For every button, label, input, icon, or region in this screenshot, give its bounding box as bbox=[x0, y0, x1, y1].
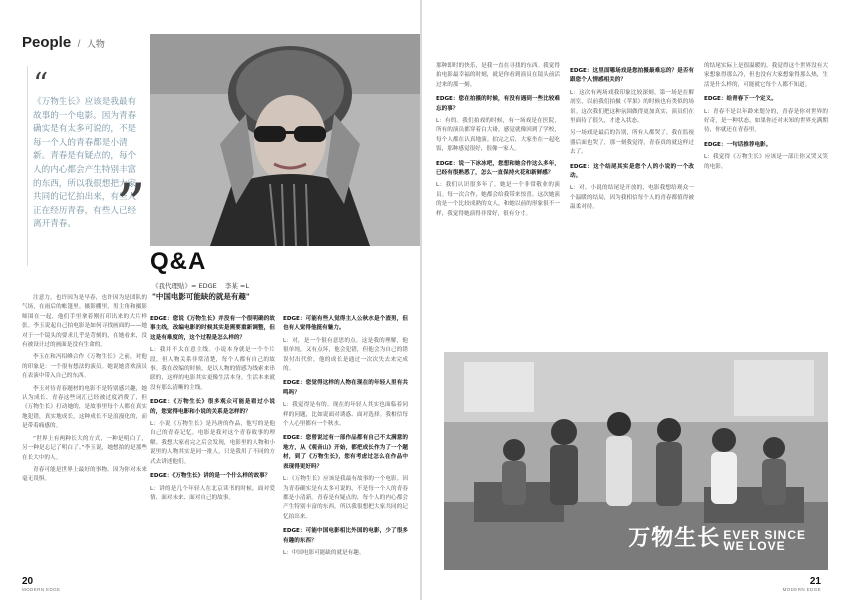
body-paragraph: 注意力，也许因为是早春，也许因为是团队的气场，在雨后的帐篷里。摄影棚里，男主角和摄影师围在一起，他们手里拿着刚打印出来的大片样张。李玉说起自己拍电影是如何寻找画面的——她对于一个镜头的要求几乎是苛刻的，在她看来，没有被设计过的画面是没有生命的。 bbox=[22, 295, 147, 349]
film-title-en-line1: EVER SINCE bbox=[723, 528, 806, 542]
open-quote-mark: “ bbox=[33, 67, 49, 102]
body-paragraph: 青春可能是世界上最好的事物。因为你对未来毫无畏惧。 bbox=[22, 466, 147, 483]
interview-answer: L：我觉得是有的。现在的年轻人其实也面临着同样的问题，比如说面对诱惑、面对选择。我相信每个人心里都有一个秋水。 bbox=[283, 402, 408, 428]
right-page bbox=[422, 0, 843, 600]
section-header bbox=[22, 34, 105, 52]
interview-answer: L：青春不是以年龄来划分的，青春是你对世界的好奇，是一种状态。如果你还对未知的世界充满期待，你就还在青春里。 bbox=[704, 108, 828, 134]
interview-answer: L：中国电影可能缺的就是有趣。 bbox=[283, 549, 365, 556]
left-column-1 bbox=[22, 294, 147, 582]
interview-answer: L：这次有两场戏我印象比较深刻。第一场是在解剖室，以前我们拍摄《苹果》的时候也有类似的场景。这次我们把这种氛围做得更加真实，演员们在里面待了很久，才进入状态。 bbox=[570, 89, 694, 125]
interview-answer: L：讲的是几个年轻人在北京读书的时候，面对爱情、面对未来、面对自己的故事。 bbox=[150, 485, 275, 501]
credit-writer: 李某 =L bbox=[224, 282, 249, 290]
left-column-2 bbox=[150, 310, 275, 582]
intro-quote-text: 《万物生长》应该是我最有故事的一个电影。因为青春确实是有太多可说的，不是每一个人的青春都是小清新。青春是有疑点的，每个人的内心都会产生特别丰富的东西，所以我很想把大家共同的记忆拍出来，有些人正在经历青春，有些人已经离开青春。 bbox=[33, 97, 137, 230]
magazine-name: MODERN EDGE bbox=[782, 587, 821, 592]
close-quote-mark: ” bbox=[116, 171, 146, 239]
interview-answer: L：《万物生长》应该是我最有故事的一个电影。因为青春确实是有太多可说的，不是每一个人的青春都是小清新。青春是有疑点的，每个人的内心都会产生特别丰富的东西，所以我很想把大家共同的记忆拍出来。 bbox=[283, 476, 408, 520]
interview-answer: 那种即时的快乐，是我一直在寻找的东西。我觉得拍电影最幸福的时刻，就是你看到演员在镜头前活过来的那一刻。 bbox=[436, 63, 560, 88]
section-separator: / bbox=[77, 39, 81, 50]
interview-question: EDGE：可能有些人觉得主人公秋水是个渣男，但也有人觉得他挺有魅力。 bbox=[283, 316, 408, 332]
interview-question: EDGE：《万物生长》很多观众可能是看过小说的，您觉得电影和小说的关系是怎样的？ bbox=[150, 399, 275, 415]
interview-question: EDGE：这个结尾其实是您个人的小说的一个改动。 bbox=[570, 163, 694, 180]
interview-answer: L：我们认识很多年了，她是一个非常敬业的演员。每一次合作，她都会给我带来惊喜。这次她演的是一个比较成熟的女人，和她以前的形象很不一样，我觉得她演得非常好，很有分寸。 bbox=[436, 182, 560, 217]
interview-question: EDGE：《万物生长》讲的是一个什么样的故事？ bbox=[150, 473, 271, 480]
pull-quote: "中国电影可能缺的就是有趣" bbox=[152, 292, 250, 301]
interview-answer: 的结尾实际上是很温暖的。我觉得这个世界没有大家想象得那么冷，但也没有大家想象得那么热，生活是什么样的，可能就它每个人都不知道。 bbox=[704, 63, 828, 88]
interview-answer: L：小说《万物生长》是冯唐的作品，他写的是他自己的青春记忆。电影是我对这个青春故事的理解。我想大家看完之后会发现，电影里的人物和小说里的人物其实是同一批人，只是我用了不同的方式去讲述他们。 bbox=[150, 421, 275, 465]
group-photo bbox=[444, 352, 828, 570]
interview-answer: L：对。小说的结尾是开放的，电影我想给观众一个温暖的结局，因为我相信每个人的青春都值得被温柔对待。 bbox=[570, 185, 694, 211]
credit-director: 《我代理贴》= EDGE bbox=[152, 282, 217, 290]
body-paragraph: 李玉对待青春题材的电影不是特别感兴趣，她认为成长、青春这些词汇已经被过度消费了，但《万物生长》打动她的，是故事里每个人都在真实地犯错，真实地成长，这种成长不是浪漫化的，而是带着痛感的。 bbox=[22, 385, 147, 430]
left-page bbox=[0, 0, 421, 600]
page-number: 21 bbox=[809, 576, 821, 587]
interview-answer: L：对，是一个很有意思的点。这是我的理解，他很单纯，又有点坏，他会犯错，但他会为自己的错误付出代价。他的成长是通过一次次失去来完成的。 bbox=[283, 337, 408, 373]
interview-question: EDGE：您说《万物生长》并没有一个很明确的故事主线，改编电影的时候其实是需要重新调整，但这是有难度的，这个过程是怎么样的？ bbox=[150, 316, 275, 341]
film-title-zh: 万物生长 bbox=[628, 525, 721, 551]
body-paragraph: “世界上有两种长大的方式，一种是明白了，另一种是忘记了明白了。”李玉说，她想拍的是那些在长大中的人。 bbox=[22, 435, 147, 461]
interview-question: EDGE：给青春下一个定义。 bbox=[704, 96, 777, 103]
right-column-1 bbox=[436, 62, 560, 342]
left-column-3 bbox=[283, 310, 408, 582]
section-name: People bbox=[22, 34, 72, 51]
film-title-en bbox=[723, 530, 806, 552]
interview-answer: L：有的。我们拍戏的时候，有一场戏是在医院，所有的演员都穿着白大褂，感觉就像回到了学校，每个人都在认真地演。拍完之后，大家坐在一起吃饭，那种感觉很好，很像一家人。 bbox=[436, 118, 560, 153]
interview-question: EDGE：您曾说过有一部作品都有自己不太满意的地方，从《观音山》开始，都把成长作为了一个题材，到了《万物生长》，您有考虑过怎么在作品中表现得更好吗？ bbox=[283, 435, 408, 470]
interview-question: EDGE：可能中国电影相比外国的电影，少了很多有趣的东西？ bbox=[283, 528, 408, 544]
interview-question: EDGE：您觉得这样的人物在现在的年轻人里有共鸣吗？ bbox=[283, 380, 408, 396]
body-paragraph: 李玉在和冯绍峰合作《万物生长》之前，对他的印象是：一个很有想法的演员。她说她喜欢演员在表演中带入自己的东西。 bbox=[22, 354, 147, 380]
film-title-en-line2: WE LOVE bbox=[723, 539, 786, 553]
section-subname: 人物 bbox=[86, 39, 105, 49]
interview-answer: 另一场戏是最后的告别，所有人都哭了。我在监视器后面也哭了，那一刻我觉得，青春真的就这样过去了。 bbox=[570, 130, 694, 156]
right-column-3 bbox=[704, 62, 828, 342]
interview-answer: L：我觉得《万物生长》应该是一部让你又哭又笑的电影。 bbox=[704, 154, 828, 170]
page-number: 20 bbox=[22, 576, 34, 587]
interview-question: EDGE：一句话推荐电影。 bbox=[704, 141, 772, 148]
folio-left bbox=[22, 576, 60, 592]
interview-answer: L：我并不太在意主线。小说本身就是一个个片段，但人物关系非常清楚，每个人都有自己的故事。我在改编的时候，是以人物的情感为线索来串联的，这样的电影其实更像生活本身，生活本来就没有那么清晰的主线。 bbox=[150, 347, 275, 391]
credit-line bbox=[152, 281, 255, 290]
portrait-illustration bbox=[150, 34, 421, 246]
interview-question: EDGE：说一下冰冰吧，您想和她合作这么多年，已经有很熟悉了，怎么一直保持火花和新鲜感？ bbox=[436, 160, 560, 177]
magazine-name: MODERN EDGE bbox=[22, 587, 61, 592]
portrait-photo bbox=[150, 34, 421, 246]
interview-question: EDGE：这里面哪场戏是您拍摄最难忘的？是否有跟您个人情感相关的？ bbox=[570, 68, 694, 84]
right-column-2 bbox=[570, 62, 694, 342]
film-title-overlay bbox=[628, 521, 806, 552]
folio-right bbox=[783, 576, 821, 592]
qa-heading: Q&A bbox=[150, 248, 207, 275]
interview-question: EDGE：您在拍摄的时候，有没有遇到一些比较难忘的事？ bbox=[436, 96, 560, 112]
